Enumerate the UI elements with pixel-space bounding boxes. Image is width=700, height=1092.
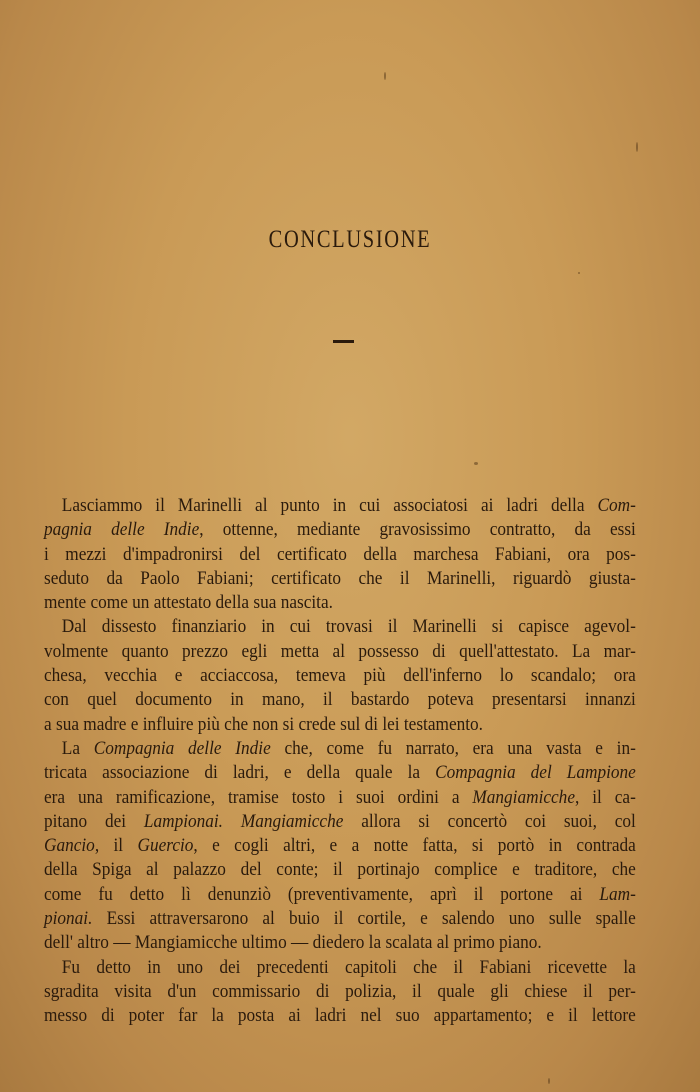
paper-speck [384,72,386,80]
text-run: Lasciammo il Marinelli al punto in cui associatosi ai ladri della [61,495,598,516]
text-run: , ottenne, mediante gravosissimo contratto, da essi [199,519,636,541]
text-run: volmente quanto prezzo egli metta al possesso di quell'attestato. La mar- [44,640,636,662]
text-line [44,567,636,591]
text-line [44,883,636,907]
text-run: pitano dei [44,810,144,832]
text-line [44,615,636,639]
paper-speck [548,1078,550,1084]
text-run: , il [94,835,138,857]
text-line [44,834,636,858]
text-line [44,980,636,1004]
text-run: allora si concertò coi suoi, col [343,810,636,832]
text-run: tricata associazione di ladri, e della quale la [44,762,436,784]
text-run: Essi attraversarono al buio il cortile, e salendo uno sulle spalle [92,908,636,930]
text-line [44,713,636,737]
text-run: , e cogli altri, e a notte fatta, si portò in contrada [193,835,636,857]
text-run: Fu detto in uno dei precedenti capitoli che il Fabiani ricevette la [61,956,636,978]
text-run: era una ramificazione, tramise tosto i suoi ordini a [44,786,473,808]
text-line [44,956,636,980]
paper-speck [474,462,478,465]
text-line [44,640,636,664]
text-run: seduto da Paolo Fabiani; certificato che il Marinelli, riguardò giusta- [44,567,636,589]
paper-speck [578,272,580,274]
text-line [44,688,636,712]
italic-text: pionai. [44,908,93,930]
text-line [44,786,636,810]
text-line [44,543,636,567]
text-line [44,737,636,761]
italic-text: Gancio [44,835,95,857]
text-line [44,761,636,785]
italic-text: Compagnia del Lampione [435,762,636,784]
italic-text: Lampionai. Mangiamicche [143,810,344,832]
text-line [44,518,636,542]
chapter-title: CONCLUSIONE [268,226,432,253]
text-line [44,591,636,615]
text-run: , il ca- [574,786,636,808]
body-text [44,494,636,1029]
text-run: a sua madre e influire più che non si crede sul di lei testamento. [44,713,483,735]
text-run: messo di poter far la posta ai ladri nel suo appartamento; e il lettore [44,1005,636,1027]
text-run: Dal dissesto finanziario in cui trovasi il Marinelli si capisce agevol- [61,616,636,638]
text-line [44,810,636,834]
italic-text: Mangiamicche [472,786,575,808]
text-run: della Spiga al palazzo del conte; il portinajo complice e traditore, che [44,859,636,881]
italic-text: Compagnia delle Indie [93,737,271,759]
text-line [44,858,636,882]
text-line [44,494,636,518]
italic-text: Lam- [599,883,636,905]
text-run: i mezzi d'impadronirsi del certificato della marchesa Fabiani, ora pos- [44,543,636,565]
text-run: con quel documento in mano, il bastardo poteva presentarsi innanzi [44,689,636,711]
text-run: come fu detto lì denunziò (preventivamente, aprì il portone ai [44,883,600,905]
italic-text: Com- [597,495,636,516]
text-line [44,931,636,955]
paper-speck [636,142,638,152]
italic-text: Guercio [137,835,194,857]
text-line [44,907,636,931]
text-line [44,1004,636,1028]
text-run: sgradita visita d'un commissario di polizia, il quale gli chiese il per- [44,980,636,1002]
text-run: mente come un attestato della sua nascita. [44,592,333,614]
italic-text: pagnia delle Indie [44,519,200,541]
text-run: che, come fu narrato, era una vasta e in- [270,737,636,759]
text-run: chesa, vecchia e acciaccosa, temeva più dell'inferno lo scandalo; ora [44,665,636,687]
text-run: dell' altro — Mangiamicche ultimo — diedero la scalata al primo piano. [44,932,542,954]
text-run: La [61,737,94,759]
title-rule [333,340,354,343]
text-line [44,664,636,688]
